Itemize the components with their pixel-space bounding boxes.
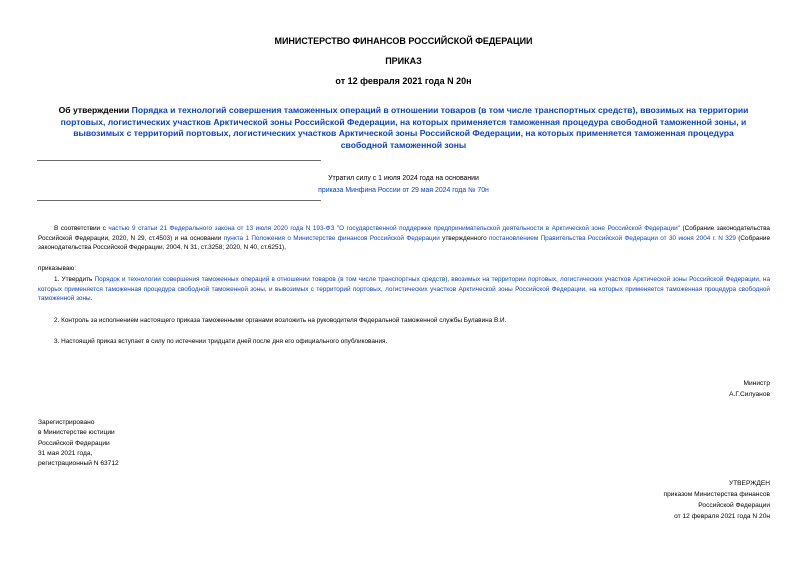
item-1-suffix: . [90, 295, 93, 302]
decree-link[interactable]: постановлением Правительства Российской Федерации от 30 июня 2004 г. N 329 [488, 234, 736, 242]
registration-line-5: регистрационный N 63712 [38, 460, 119, 468]
status-line: Утратил силу с 1 июля 2024 года на основании [328, 175, 479, 182]
registration-line-1: Зарегистрировано [38, 419, 95, 426]
approved-block [560, 478, 770, 522]
preamble-text-2: (Собрание законодательства Российской Федерации, 2020, N 29, ст.4503) и на основании [38, 225, 770, 242]
preamble-text-4: (Собрание законодательства Российской Федерации, 2004, N 31, ст.3258; 2020, N 40, ст.6251), [38, 234, 770, 251]
approved-line-2: приказом Министерства финансов [663, 491, 770, 498]
doc-type-heading: ПРИКАЗ [385, 56, 422, 66]
signature-name: А.Г.Силуанов [729, 391, 770, 398]
ministry-heading: МИНИСТЕРСТВО ФИНАНСОВ РОССИЙСКОЙ ФЕДЕРАЦИИ [274, 36, 533, 46]
registration-line-4: 31 мая 2021 года, [38, 449, 93, 457]
divider-bottom [37, 200, 321, 201]
regulation-link[interactable]: пункта 1 Положения о Министерстве финансов Российской Федерации [223, 234, 440, 242]
item-1-prefix: 1. Утвердить [54, 276, 95, 283]
status-link[interactable]: приказа Минфина России от 29 мая 2024 года № 70н [318, 187, 489, 194]
title-prefix: Об утверждении [58, 105, 132, 115]
registration-line-2: в Министерстве юстиции [38, 429, 115, 437]
document-title [50, 105, 757, 151]
approved-line-3: Российской Федерации [698, 502, 770, 509]
divider-top [37, 160, 321, 161]
item-2: 2. Контроль за исполнением настоящего приказа таможенными органами возложить на руководителя Федеральной таможенной службы Булавина В.И. [54, 317, 507, 324]
order-word: приказываю: [38, 265, 76, 272]
preamble-text-1: В соответствии с [54, 225, 109, 232]
approved-line-1: УТВЕРЖДЕН [728, 480, 770, 487]
registration-line-3: Российской Федерации [38, 439, 110, 447]
signature-position: Министр [743, 380, 770, 387]
preamble-paragraph [38, 224, 770, 253]
title-link[interactable]: Порядка и технологий совершения таможенных операций в отношении товаров (в том числе транспортных средств), ввозимых на территории портовых, логистических участков Арктической зоны Российской Федерации, на которых применяется таможенная процедура свободной таможенной зоны, и вывозимых с территорий портовых, логистических участков Арктической зоны Российской Федерации, на которых применяется таможенная процедура свободной таможенной зоны [60, 105, 749, 150]
approved-line-4: от 12 февраля 2021 года N 20н [674, 513, 770, 520]
status-note [280, 173, 527, 197]
doc-date-number: от 12 февраля 2021 года N 20н [335, 76, 472, 86]
law-link[interactable]: частью 9 статьи 21 Федерального закона от 13 июля 2020 года N 193-ФЗ "О государственной поддержке предпринимательской деятельности в Арктической зоне Российской Федерации" [108, 225, 680, 232]
registration-block [38, 418, 188, 469]
preamble-text-3: утвержденного [439, 234, 489, 242]
signature-block [560, 378, 770, 400]
item-3: 3. Настоящий приказ вступает в силу по истечении тридцати дней после дня его официального опубликования. [54, 338, 388, 345]
item-1 [38, 275, 770, 304]
procedure-link[interactable]: Порядок и технологии совершения таможенных операций в отношении товаров (в том числе транспортных средств), ввозимых на территории портовых, логистических участков Арктической зоны Российской Федерации, на которых применяется таможенная процедура свободной таможенной зоны, и вывозимых с территорий портовых, логистических участков Арктической зоны Российской Федерации, на которых применяется таможенная процедура свободной таможенной зоны [38, 276, 770, 302]
